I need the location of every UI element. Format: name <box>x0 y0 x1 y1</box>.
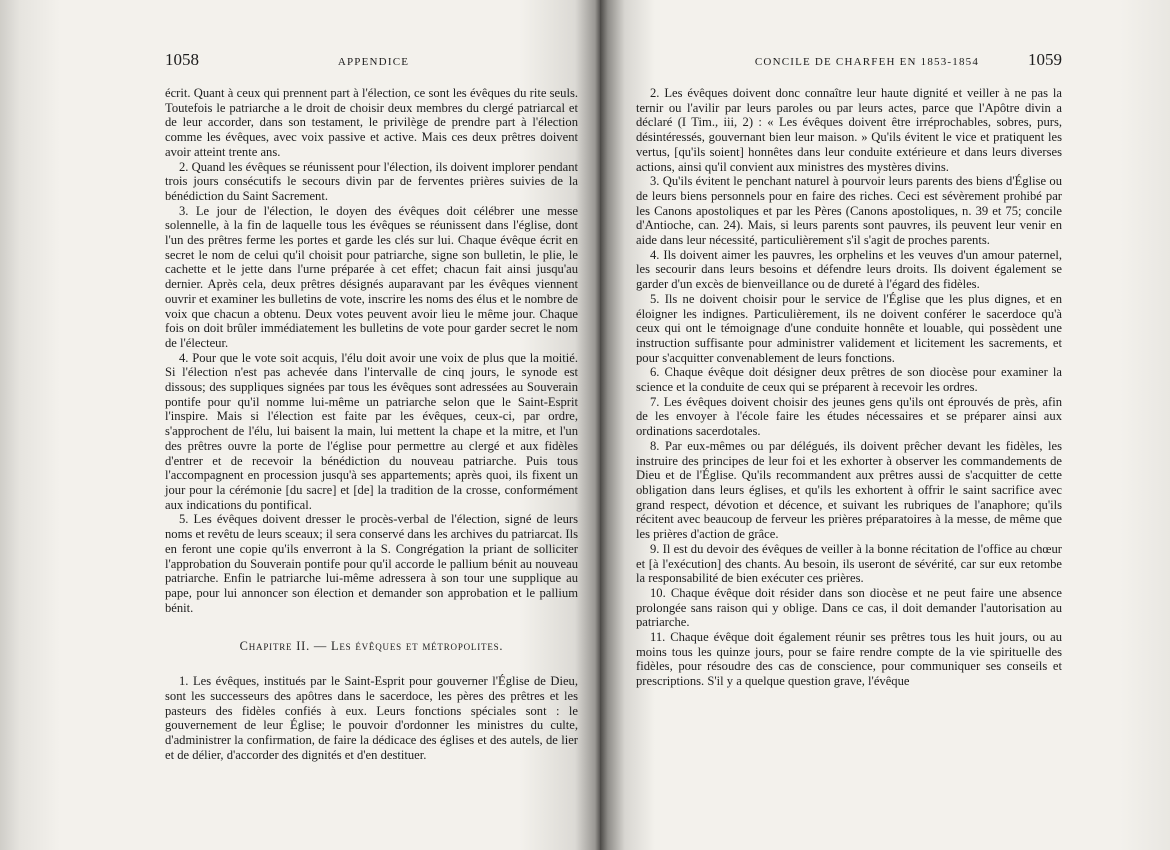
paragraph: 10. Chaque évêque doit résider dans son diocèse et ne peut faire une absence prolongée sans raison qui y oblige. Dans ce cas, il doit demander l'autorisation au patriarche. <box>636 585 1062 630</box>
right-body <box>636 86 1062 689</box>
paragraph: 4. Ils doivent aimer les pauvres, les orphelins et les veuves d'un amour paternel, les secourir dans leurs besoins et défendre leurs droits. Ils doivent également se garder d'un excès de bienveillance ou de dureté à l'égard des fidèles. <box>636 247 1062 292</box>
right-page-number: 1059 <box>1027 50 1062 69</box>
paragraph: 7. Les évêques doivent choisir des jeunes gens qu'ils ont éprouvés de près, afin de les envoyer à l'école faire les études nécessaires et se préparer ainsi aux ordinations sacerdotales. <box>636 394 1062 439</box>
left-body <box>165 86 578 763</box>
chapter-heading: Chapitre II. — Les évêques et métropolites. <box>239 639 504 654</box>
right-page <box>600 0 1170 850</box>
paragraph: 3. Qu'ils évitent le penchant naturel à pourvoir leurs parents des biens d'Église ou de leurs biens personnels pour en faire des riches. Ceci est sévèrement prohibé par les Canons apostoliques et par les Pères (Canons apostoliques, n. 39 et 75; concile d'Antioche, can. 24). Mais, si leurs parents sont pauvres, ils peuvent leur venir en aide dans leur nécessité, particulièrement s'il s'agit de proches parents. <box>636 174 1062 248</box>
right-running-title: CONCILE DE CHARFEH EN 1853-1854 <box>754 56 980 68</box>
paragraph: 6. Chaque évêque doit désigner deux prêtres de son diocèse pour examiner la science et la conduite de ceux qui se préparent à recevoir les ordres. <box>636 365 1062 395</box>
paragraph: 5. Les évêques doivent dresser le procès-verbal de l'élection, signé de leurs noms et revêtu de leurs sceaux; il sera conservé dans les archives du patriarcat. Ils en feront une copie qu'ils enverront à la S. Congrégation la priant de solliciter l'approbation du Souverain pontife pour qu'il accorde le pallium bénit au nouveau patriarche. Enfin le patriarche lui-même adressera à son tour une supplique au pape, pour lui annoncer son élection et demander son approbation et le pallium bénit. <box>165 512 578 615</box>
right-running-head <box>636 50 1062 78</box>
paragraph: 2. Quand les évêques se réunissent pour l'élection, ils doivent implorer pendant trois jours consécutifs le secours divin par de ferventes prières suivies de la bénédiction du Saint Sacrement. <box>165 159 578 203</box>
paragraph: 9. Il est du devoir des évêques de veiller à la bonne récitation de l'office au chœur et [à l'exécution] des chants. Au besoin, ils useront de sévérité, car sur eux retombe la responsabilité de bien exécuter ces prières. <box>636 541 1062 586</box>
left-page-number: 1058 <box>165 50 199 69</box>
paragraph: 1. Les évêques, institués par le Saint-Esprit pour gouverner l'Église de Dieu, sont les successeurs des apôtres dans le sacerdoce, les pères des prêtres et les pasteurs des fidèles confiés à eux. Leurs fonctions spéciales sont : le gouvernement de leur Église; le pouvoir d'ordonner les ministres du culte, d'administrer la confirmation, de faire la dédicace des églises et des autels, de lier et de délier, d'accorder des dignités et d'en destituer. <box>165 674 578 762</box>
paragraph: 8. Par eux-mêmes ou par délégués, ils doivent prêcher devant les fidèles, les instruire des principes de leur foi et les exhorter à observer les commandements de Dieu et de l'Église. Qu'ils recommandent aux prêtres aussi de s'acquitter de cette obligation dans leurs églises, et qu'ils les exhortent à offrir le saint sacrifice avec grand respect, dévotion et décence, et suivant les rubriques de l'anaphore; qu'ils récitent avec beaucoup de ferveur les prières préparatoires à la messe, de même que les prières d'action de grâce. <box>636 438 1062 542</box>
paragraph: 3. Le jour de l'élection, le doyen des évêques doit célébrer une messe solennelle, à la fin de laquelle tous les évêques se réunissent dans l'église, dont l'un des prêtres ferme les portes et garde les clés sur lui. Chaque évêque écrit en secret le nom de celui qu'il choisit pour patriarche, signe son bulletin, le plie, le cachette et le jette dans l'urne préparée à cet effet; chacun fait ainsi jusqu'au dernier. Après cela, deux prêtres désignés auparavant par les évêques viennent ouvrir et examiner les bulletins de vote, inscrire les noms des élus et le nombre de voix que chacun a obtenu. Deux votes peuvent avoir lieu le même jour. Chaque fois on doit brûler immédiatement les bulletins de vote pour garder secret le nom de l'électeur. <box>165 203 578 350</box>
paragraph: 11. Chaque évêque doit également réunir ses prêtres tous les huit jours, ou au moins tous les quinze jours, pour se faire rendre compte de la vie spirituelle des fidèles, pour résoudre des cas de conscience, pour communiquer ses conseils et prescriptions. S'il y a quelque question grave, l'évêque <box>636 630 1062 689</box>
left-running-title: APPENDICE <box>337 56 410 68</box>
left-running-head <box>165 50 578 78</box>
paragraph: 4. Pour que le vote soit acquis, l'élu doit avoir une voix de plus que la moitié. Si l'élection n'est pas achevée dans l'intervalle de cinq jours, le synode est dissous; des suppliques signées par tous les évêques sont adressées au Souverain pontife pour qu'il nomme lui-même un patriarche selon que le Saint-Esprit l'inspire. Mais si l'élection est faite par les évêques, ceux-ci, par ordre, s'approchent de l'élu, lui baisent la main, lui mettent la chape et la mitre, et l'un des prêtres ouvre la porte de l'église pour permettre au clergé et aux fidèles d'entrer et de recevoir la bénédiction du nouveau patriarche. Puis tous l'accompagnent en procession jusqu'à ses appartements; après quoi, ils fixent un jour pour la cérémonie [du sacre] et [de] la tradition de la crosse, conformément aux indications du pontifical. <box>165 350 578 512</box>
paragraph: 5. Ils ne doivent choisir pour le service de l'Église que les plus dignes, et en éloigner les indignes. Particulièrement, ils ne doivent conférer le sacerdoce qu'à ceux qui ont le témoignage d'une conduite honnête et louable, qui possèdent une instruction suffisante pour administrer validement et licitement les sacrements, et pour s'acquitter convenablement de leurs fonctions. <box>636 291 1062 365</box>
paragraph: écrit. Quant à ceux qui prennent part à l'élection, ce sont les évêques du rite seuls. Toutefois le patriarche a le droit de choisir deux membres du clergé patriarcal et de leur accorder, dans son testament, le privilège de prendre part à l'élection comme les évêques, avec voix passive et active. Mais ces deux prêtres doivent avoir atteint trente ans. <box>165 86 578 159</box>
paragraph: 2. Les évêques doivent donc connaître leur haute dignité et veiller à ne pas la ternir ou l'avilir par leurs paroles ou par leurs actes, parce que l'Apôtre divin a déclaré (I Tim., iii, 2) : « Les évêques doivent être irréprochables, sobres, purs, désintéressés, gouvernant bien leur maison. » Qu'ils évitent le vice et pratiquent les vertus, [qu'ils soient] honnêtes dans leur conduite extérieure et dans leurs diverses actions, ainsi qu'il convient aux ministres des mystères divins. <box>636 86 1062 174</box>
